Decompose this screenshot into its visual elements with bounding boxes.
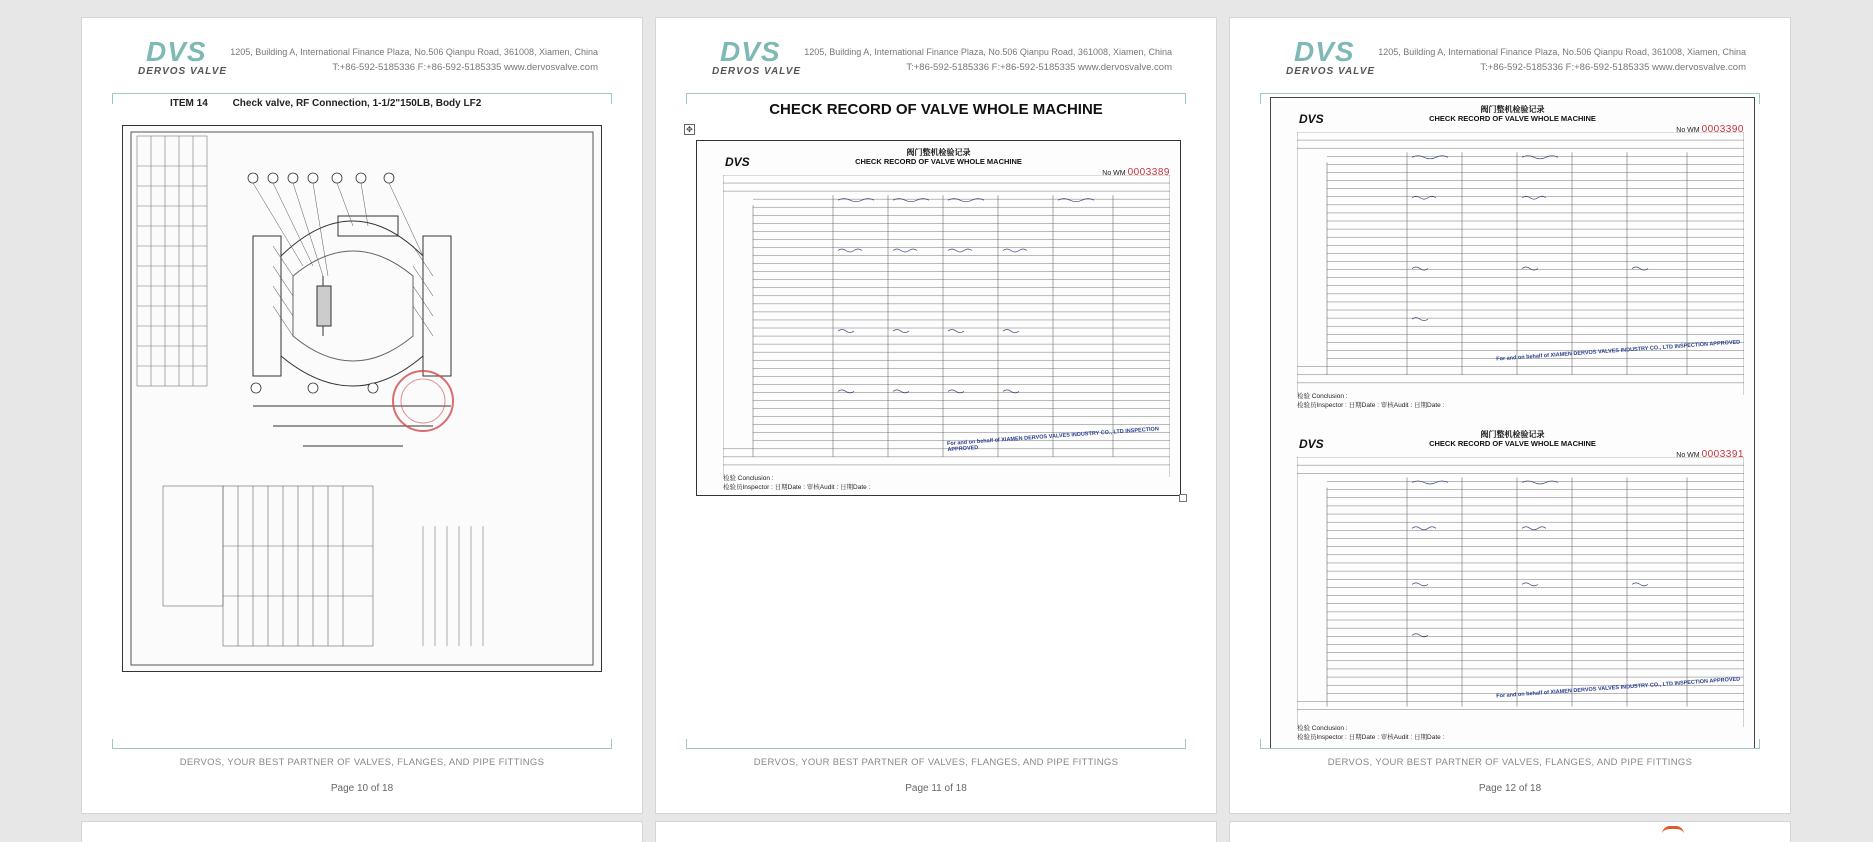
header-contact: T:+86-592-5185336 F:+86-592-5185335 www.dervosvalve.com [332,62,598,73]
page-number: Page 10 of 18 [330,783,394,794]
header-address: 1205, Building A, International Finance Plaza, No.506 Qianpu Road, 361008, Xiamen, China [804,47,1172,57]
footer-slogan: DERVOS, YOUR BEST PARTNER OF VALVES, FLANGES, AND PIPE FITTINGS [753,757,1119,768]
check-record-sheet[interactable]: DVS 阀门整机检验记录 CHECK RECORD OF VALVE WHOLE MACHINE No WM 0003390 For and on behalf of XIAMEN DERVOS VALVES INDUSTRY CO., LTD INSPECTION APPROVED 检验 Conclusion : 检验员Inspector : 日期Date : 审核Audit : 日期Date : [1297,105,1744,409]
record-number: No WM 0003391 [1676,449,1744,460]
page-10 [82,18,642,813]
footer-slogan: DERVOS, YOUR BEST PARTNER OF VALVES, FLANGES, AND PIPE FITTINGS [179,757,545,768]
record-number: No WM 0003389 [1102,167,1170,178]
header-contact: T:+86-592-5185336 F:+86-592-5185335 www.dervosvalve.com [1480,62,1746,73]
drawing-graphic [123,126,601,671]
header-address: 1205, Building A, International Finance Plaza, No.506 Qianpu Road, 361008, Xiamen, China [1378,47,1746,57]
record-signoff: 检验 Conclusion : 检验员Inspector : 日期Date : 审核Audit : 日期Date : [723,475,871,491]
header-address: 1205, Building A, International Finance Plaza, No.506 Qianpu Road, 361008, Xiamen, China [230,47,598,57]
check-record-sheet[interactable]: DVS 阀门整机检验记录 CHECK RECORD OF VALVE WHOLE MACHINE No WM 0003391 For and on behalf of XIAMEN DERVOS VALVES INDUSTRY CO., LTD INSPECTION APPROVED 检验 Conclusion : 检验员Inspector : 日期Date : 审核Audit : 日期Date : [1297,430,1744,741]
footer-divider [686,748,1186,749]
header-divider [1260,93,1760,94]
footer-slogan: DERVOS, YOUR BEST PARTNER OF VALVES, FLANGES, AND PIPE FITTINGS [1327,757,1693,768]
header-contact: T:+86-592-5185336 F:+86-592-5185335 www.dervosvalve.com [906,62,1172,73]
footer-divider [1260,748,1760,749]
check-record-sheets [1270,97,1755,749]
approval-stamp: For and on behalf of XIAMEN DERVOS VALVES INDUSTRY CO., LTD INSPECTION APPROVED [1496,676,1741,700]
company-logo: DVS DERVOS VALVE [712,36,802,77]
footer-divider [112,748,612,749]
resize-handle[interactable] [1179,494,1187,502]
document-title: CHECK RECORD OF VALVE WHOLE MACHINE [769,101,1103,118]
header-divider [112,93,612,94]
approval-stamp: For and on behalf of XIAMEN DERVOS VALVES INDUSTRY CO., LTD INSPECTION APPROVED [946,426,1160,454]
record-number: No WM 0003390 [1676,124,1744,135]
company-logo: DVS DERVOS VALVE [1286,36,1376,77]
header-divider [686,93,1186,94]
next-page-edge [82,822,642,842]
company-logo: DVS DERVOS VALVE [138,36,228,77]
next-page-edge [1230,822,1790,842]
page-number: Page 12 of 18 [1478,783,1542,794]
next-page-edge [656,822,1216,842]
approval-stamp: For and on behalf of XIAMEN DERVOS VALVES INDUSTRY CO., LTD INSPECTION APPROVED [1496,339,1741,363]
move-handle-icon[interactable]: ✥ [684,124,695,135]
check-record-sheet[interactable]: DVS 阀门整机检验记录 CHECK RECORD OF VALVE WHOLE MACHINE No WM 0003389 For and on behalf of XIAMEN DERVOS VALVES INDUSTRY CO., LTD INSPECTION APPROVED 检验 Conclusion : 检验员Inspector : 日期Date : 审核Audit : 日期Date : [696,140,1181,496]
record-signoff: 检验 Conclusion : 检验员Inspector : 日期Date : 审核Audit : 日期Date : [1297,393,1445,409]
valve-technical-drawing [122,125,602,672]
record-signoff: 检验 Conclusion : 检验员Inspector : 日期Date : 审核Audit : 日期Date : [1297,725,1445,741]
page-11 [656,18,1216,813]
item-title: ITEM 14 Check valve, RF Connection, 1-1/2"150LB, Body LF2 [170,98,482,109]
page-number: Page 11 of 18 [905,783,967,794]
page-12 [1230,18,1790,813]
